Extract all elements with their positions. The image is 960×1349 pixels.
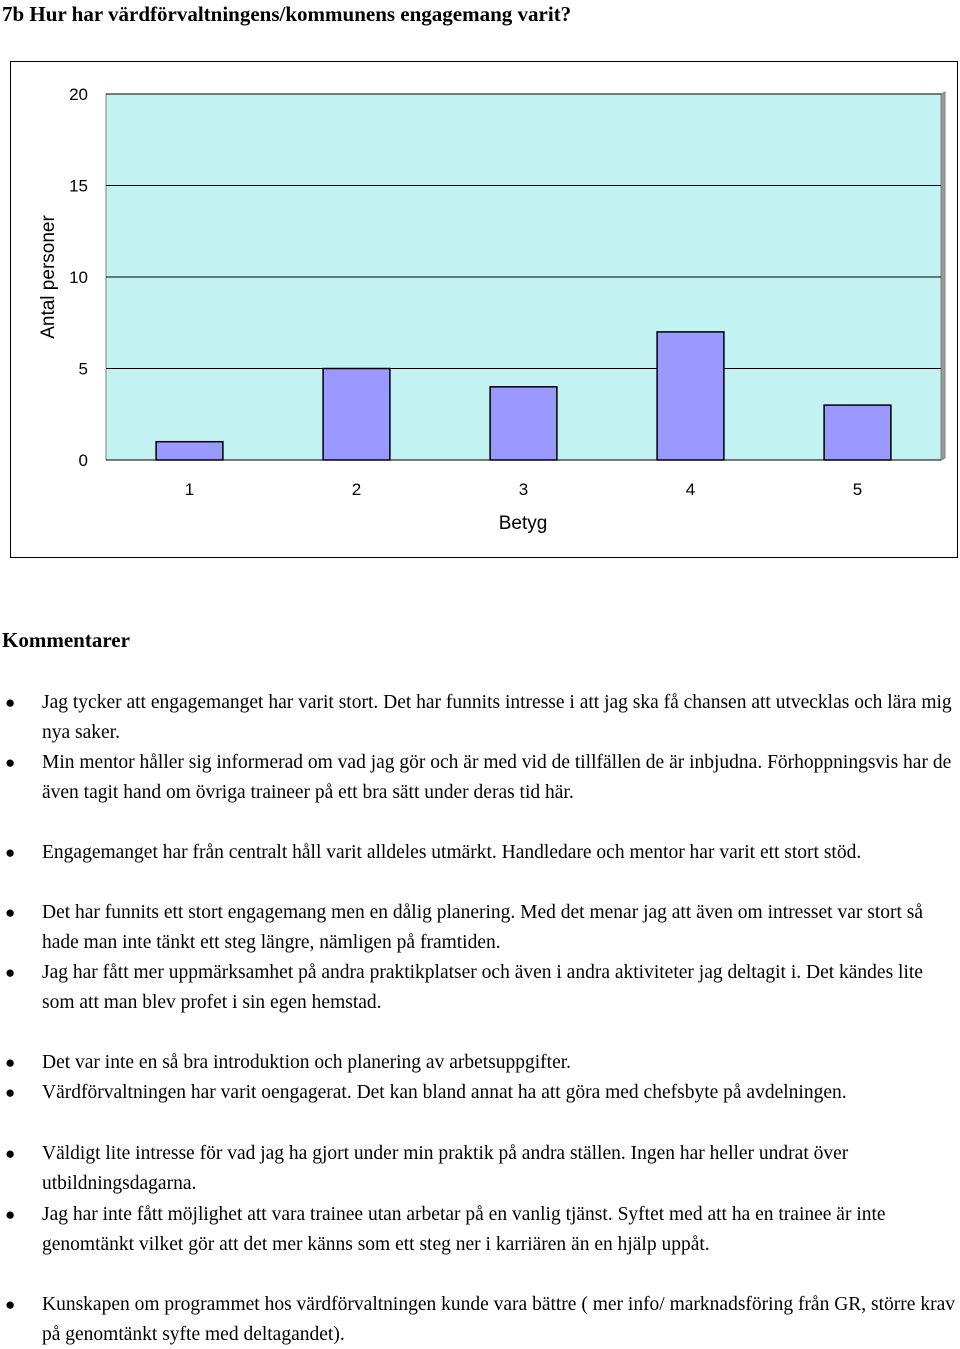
comment-item <box>5 1139 960 1198</box>
comment-item <box>5 688 960 747</box>
bullet-icon: ● <box>5 693 16 712</box>
bullet-icon: ● <box>5 753 16 772</box>
comment-item <box>5 1078 960 1108</box>
comment-item <box>5 1048 960 1078</box>
x-tick-label: 3 <box>518 480 529 499</box>
comment-item <box>5 1290 960 1349</box>
x-tick-label: 4 <box>685 480 696 499</box>
bullet-icon: ● <box>5 1053 16 1072</box>
comment-item <box>5 838 960 868</box>
bullet-icon: ● <box>5 1144 16 1163</box>
comment-text: Jag har fått mer uppmärksamhet på andra praktikplatser och även i andra aktiviteter jag deltagit i. Det kändes lite som att man blev profet i sin egen hemstad. <box>42 962 923 1013</box>
bullet-icon: ● <box>5 1295 16 1314</box>
y-tick-label: 20 <box>69 85 88 104</box>
comment-text: Värdförvaltningen har varit oengagerat. Det kan bland annat ha att göra med chefsbyte på avdelningen. <box>42 1082 847 1103</box>
y-axis-label: Antal personer <box>38 215 59 339</box>
y-tick-label: 15 <box>69 176 88 196</box>
comment-item <box>5 1200 960 1259</box>
comment-item <box>5 748 960 807</box>
comments-title: Kommentarer <box>2 628 130 652</box>
comment-text: Jag har inte fått möjlighet att vara trainee utan arbetar på en vanlig tjänst. Syftet med att ha en trainee är inte genomtänkt vilket gör att det mer känns som ett steg ner i karriären än en hjälp uppåt. <box>42 1204 886 1255</box>
bullet-icon: ● <box>5 963 16 982</box>
bullet-icon: ● <box>5 843 16 862</box>
x-tick-label: 2 <box>351 480 362 499</box>
bullet-icon: ● <box>5 1083 16 1102</box>
y-tick-label: 0 <box>78 451 88 470</box>
comment-text: Det har funnits ett stort engagemang men en dålig planering. Med det menar jag att även om intresset var stort så hade man inte tänkt ett steg längre, nämligen på framtiden. <box>42 902 924 953</box>
comment-text: Kunskapen om programmet hos värdförvaltningen kunde vara bättre ( mer info/ marknadsföring från GR, större krav på genomtänkt syfte med deltagandet). <box>42 1294 955 1345</box>
comment-text: Min mentor håller sig informerad om vad jag gör och är med vid de tillfällen de är inbjudna. Förhoppningsvis har de även tagit hand om övriga traineer på ett bra sätt under deras tid här. <box>42 752 952 803</box>
y-tick-label: 5 <box>78 359 88 379</box>
comment-text: Väldigt lite intresse för vad jag ha gjort under min praktik på andra ställen. Ingen har heller undrat över utbildningsdagarna. <box>42 1143 849 1194</box>
page-heading: 7b Hur har värdförvaltningens/kommunens engagemang varit? <box>2 2 572 26</box>
x-axis-label: Betyg <box>498 513 548 534</box>
bullet-icon: ● <box>5 903 16 922</box>
comment-text: Det var inte en så bra introduktion och planering av arbetsuppgifter. <box>42 1052 572 1073</box>
comment-item <box>5 898 960 957</box>
x-tick-label: 5 <box>852 480 863 499</box>
comment-text: Jag tycker att engagemanget har varit stort. Det har funnits intresse i att jag ska få chansen att utvecklas och lära mig nya saker. <box>42 692 952 743</box>
comment-text: Engagemanget har från centralt håll varit alldeles utmärkt. Handledare och mentor har varit ett stort stöd. <box>42 842 862 863</box>
y-tick-label: 10 <box>69 268 88 287</box>
comment-item <box>5 958 960 1017</box>
bullet-icon: ● <box>5 1205 16 1224</box>
x-tick-label: 1 <box>184 480 195 499</box>
